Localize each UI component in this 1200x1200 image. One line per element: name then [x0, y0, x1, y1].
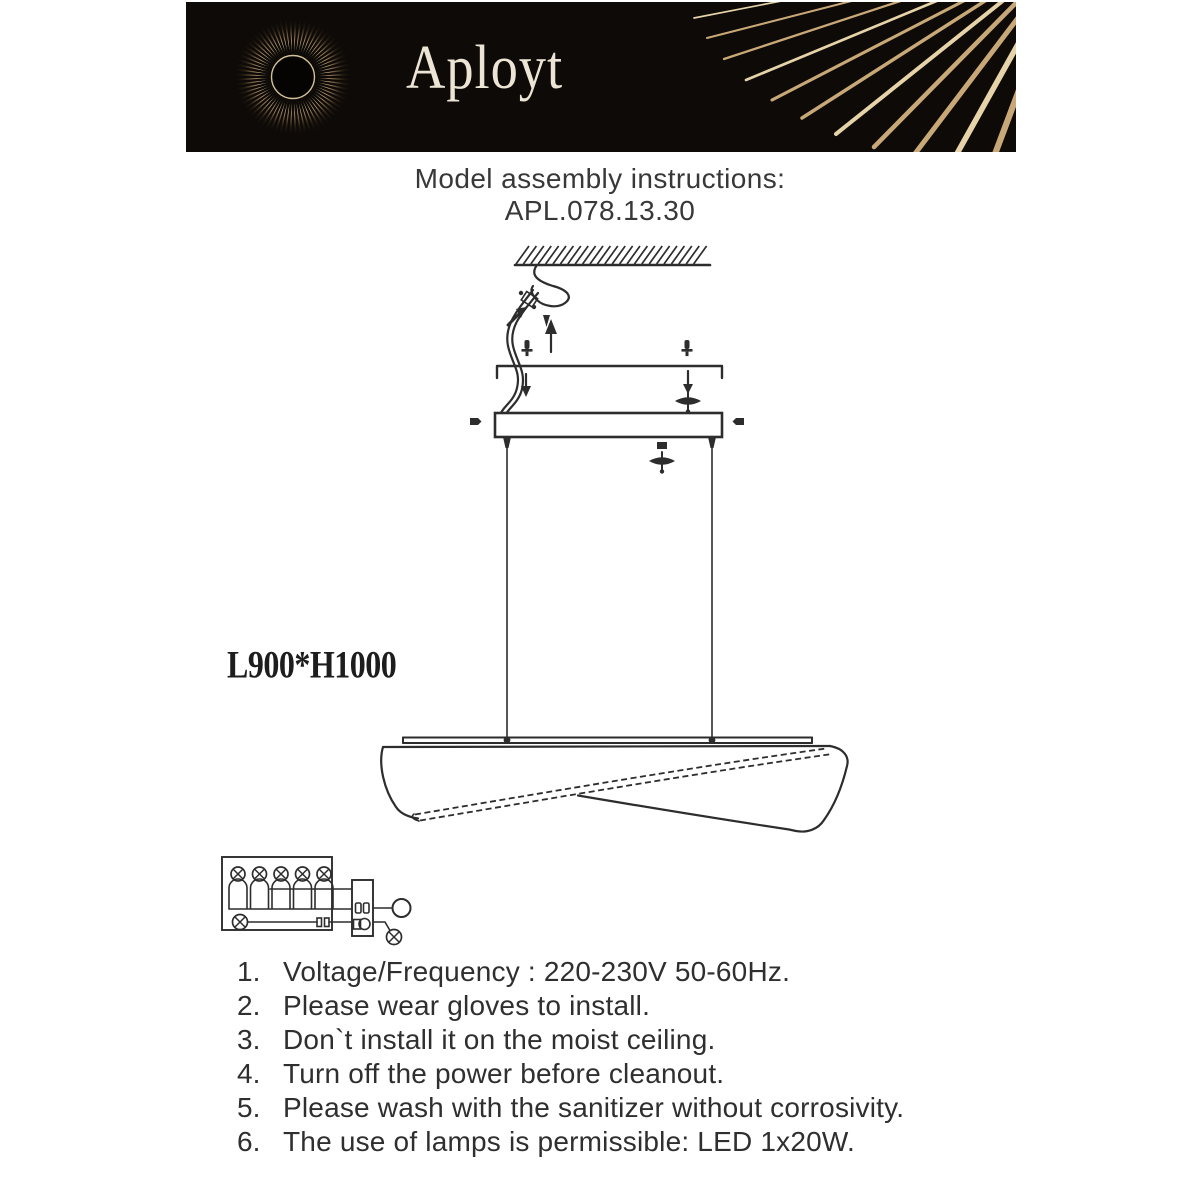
item-text: Don`t install it on the moist ceiling. — [283, 1024, 716, 1055]
screw-left — [522, 340, 533, 356]
ceiling-hatch — [515, 246, 710, 265]
brand-logo-text: Aployt — [406, 31, 564, 102]
item-text: Turn off the power before cleanout. — [283, 1058, 725, 1089]
driver-terminal-2 — [364, 903, 370, 913]
cable-gripper-right — [708, 437, 716, 448]
lamp-shade — [381, 746, 847, 832]
cable-gripper-left — [503, 437, 511, 448]
page-title: Model assembly instructions: — [414, 163, 786, 194]
item-text: The use of lamps is permissible: LED 1x20W. — [283, 1126, 855, 1157]
lamp-symbols — [229, 867, 402, 945]
item-number: 5. — [237, 1092, 261, 1123]
item-text: Please wear gloves to install. — [283, 990, 651, 1021]
instructions-list — [237, 956, 1057, 1160]
dimension-label: L900*H1000 — [227, 642, 397, 686]
item-text: Please wash with the sanitizer without corrosivity. — [283, 1092, 905, 1123]
ceiling-canopy — [495, 413, 722, 437]
power-cable — [501, 265, 569, 414]
ground-circle — [393, 899, 411, 917]
screw-right — [682, 340, 693, 356]
item-number: 2. — [237, 990, 261, 1021]
down-arrow-right — [683, 371, 693, 394]
wiring-diagram — [222, 857, 411, 945]
list-item — [237, 990, 1057, 1024]
screw-symbol-upper — [675, 392, 701, 414]
item-number: 6. — [237, 1126, 261, 1157]
bottom-left-lamp-line — [248, 918, 352, 927]
plug-symbol — [354, 919, 371, 930]
item-text: Voltage/Frequency : 220-230V 50-60Hz. — [283, 956, 791, 987]
model-number: APL.078.13.30 — [504, 195, 696, 226]
lamp-bar — [403, 737, 812, 744]
item-number: 4. — [237, 1058, 261, 1089]
list-item — [237, 1058, 1057, 1092]
item-number: 3. — [237, 1024, 261, 1055]
list-item — [237, 1126, 1057, 1160]
list-item — [237, 1092, 1057, 1126]
canopy-side-screw-right — [733, 418, 745, 425]
list-item — [237, 956, 1057, 990]
list-item — [237, 1024, 1057, 1058]
canopy-side-screw-left — [470, 418, 482, 425]
item-number: 1. — [237, 956, 261, 987]
driver-terminal-1 — [356, 903, 362, 913]
screw-symbol-lower — [649, 442, 675, 474]
